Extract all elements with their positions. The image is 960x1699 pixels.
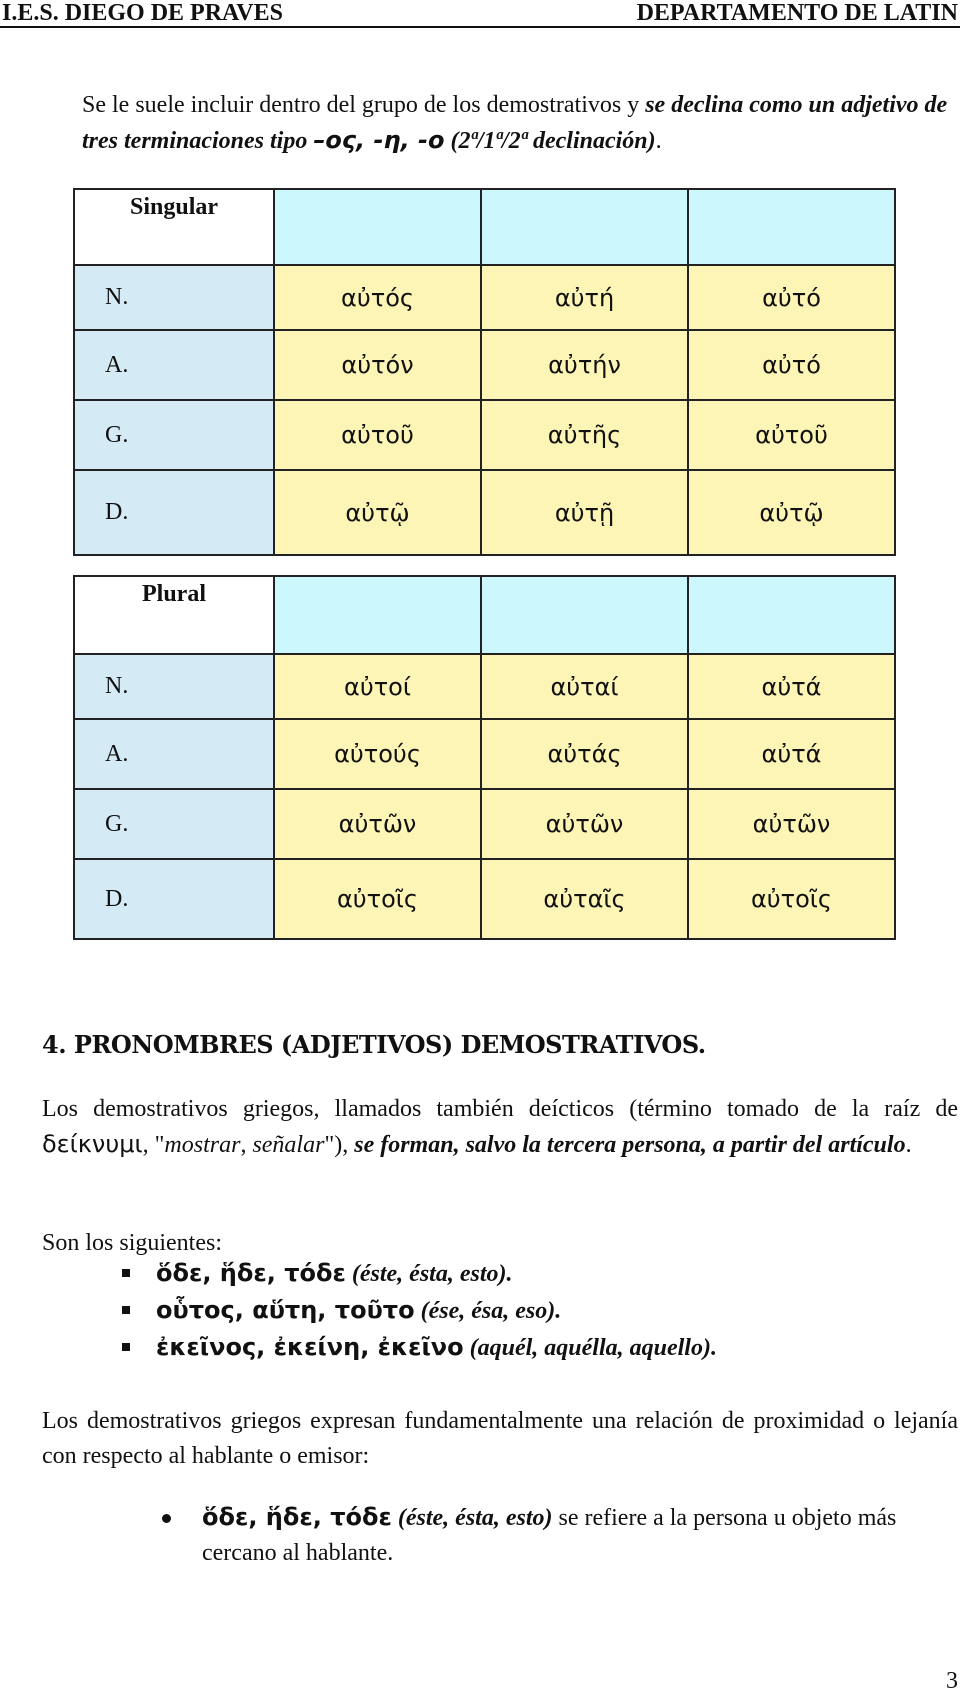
department-name: DEPARTAMENTO DE LATIN [636,0,958,26]
greek-verb: δείκνυμι [42,1130,143,1158]
plural-header: Plural [74,576,274,654]
feminine-form: αὐτήν [481,330,688,400]
plural-table [73,575,896,940]
intro-text: Se le suele incluir dentro del grupo de los demostrativos y [82,92,646,118]
page-number: 3 [946,1668,958,1694]
feminine-form: αὐταί [481,654,688,719]
case-label: D. [74,859,274,939]
round-bullet-icon [162,1514,171,1523]
intro-emphasis: se declina como un adjetivo de tres terminaciones tipo [82,92,948,154]
table-row [74,330,895,400]
intro-emphasis-2: (2ª/1ª/2ª declinación) [444,128,656,154]
intro-period: . [655,128,662,154]
table-row [74,654,895,719]
case-label: G. [74,789,274,859]
square-bullet-icon [122,1269,130,1277]
proximity-paragraph: Los demostrativos griegos expresan fundamentalmente una relación de proximidad o lejanía con respecto al hablante o emisor: [42,1408,958,1469]
case-label: D. [74,470,274,555]
header-cell [688,189,895,265]
neuter-form: αὐτά [688,654,895,719]
masculine-form: αὐτοί [274,654,481,719]
feminine-form: αὐτῇ [481,470,688,555]
intro-greek-endings: –ος, -η, -ο [313,126,445,154]
header-cell [481,576,688,654]
header-cell [274,576,481,654]
neuter-form: αὐτό [688,330,895,400]
notes-list [162,1500,942,1571]
neuter-form: αὐτοῖς [688,859,895,939]
singular-header: Singular [74,189,274,265]
school-name: I.E.S. DIEGO DE PRAVES [2,0,283,26]
masculine-form: αὐτοῦ [274,400,481,470]
square-bullet-icon [122,1343,130,1351]
masculine-form: αὐτόν [274,330,481,400]
header-cell [274,189,481,265]
intro-paragraph [82,88,958,159]
neuter-form: αὐτῷ [688,470,895,555]
feminine-form: αὐτῆς [481,400,688,470]
masculine-form: αὐτοῖς [274,859,481,939]
deictic-paragraph: Los demostrativos griegos, llamados también deícticos (término tomado de la raíz de δείκνυμι, "mostrar, señalar"), se forman, salvo la tercera persona, a partir del artículo. [42,1096,958,1158]
neuter-form: αὐτῶν [688,789,895,859]
header-cell [688,576,895,654]
masculine-form: αὐτός [274,265,481,330]
header-cell [481,189,688,265]
list-intro: Son los siguientes: [42,1230,223,1256]
emphasis-text: se forman, salvo la tercera persona, a partir del artículo [354,1132,906,1158]
masculine-form: αὐτῶν [274,789,481,859]
masculine-form: αὐτούς [274,719,481,789]
table-row [74,400,895,470]
case-label: N. [74,265,274,330]
masculine-form: αὐτῷ [274,470,481,555]
table-row [74,265,895,330]
case-label: N. [74,654,274,719]
singular-table [73,188,896,556]
feminine-form: αὐτή [481,265,688,330]
list-item: ὅδε, ἥδε, τόδε (éste, ésta, esto) se refiere a la persona u objeto más cercano al hablante. [162,1500,942,1571]
square-bullet-icon [122,1306,130,1314]
neuter-form: αὐτό [688,265,895,330]
case-label: A. [74,719,274,789]
page-header [0,0,960,28]
table-row [74,470,895,555]
feminine-form: αὐτάς [481,719,688,789]
section-heading: 4. PRONOMBRES (ADJETIVOS) DEMOSTRATIVOS. [42,1030,706,1059]
neuter-form: αὐτοῦ [688,400,895,470]
feminine-form: αὐτῶν [481,789,688,859]
list-item: ἐκεῖνος, ἐκείνη, ἐκεῖνο (aquél, aquélla, aquello). [118,1329,717,1366]
table-row [74,789,895,859]
table-row [74,719,895,789]
feminine-form: αὐταῖς [481,859,688,939]
neuter-form: αὐτά [688,719,895,789]
table-row [74,859,895,939]
case-label: G. [74,400,274,470]
list-item: οὗτος, αὕτη, τοῦτο (ése, ésa, eso). [118,1292,717,1329]
list-item: ὅδε, ἥδε, τόδε (éste, ésta, esto). [118,1255,717,1292]
case-label: A. [74,330,274,400]
demonstrative-list [118,1255,717,1366]
